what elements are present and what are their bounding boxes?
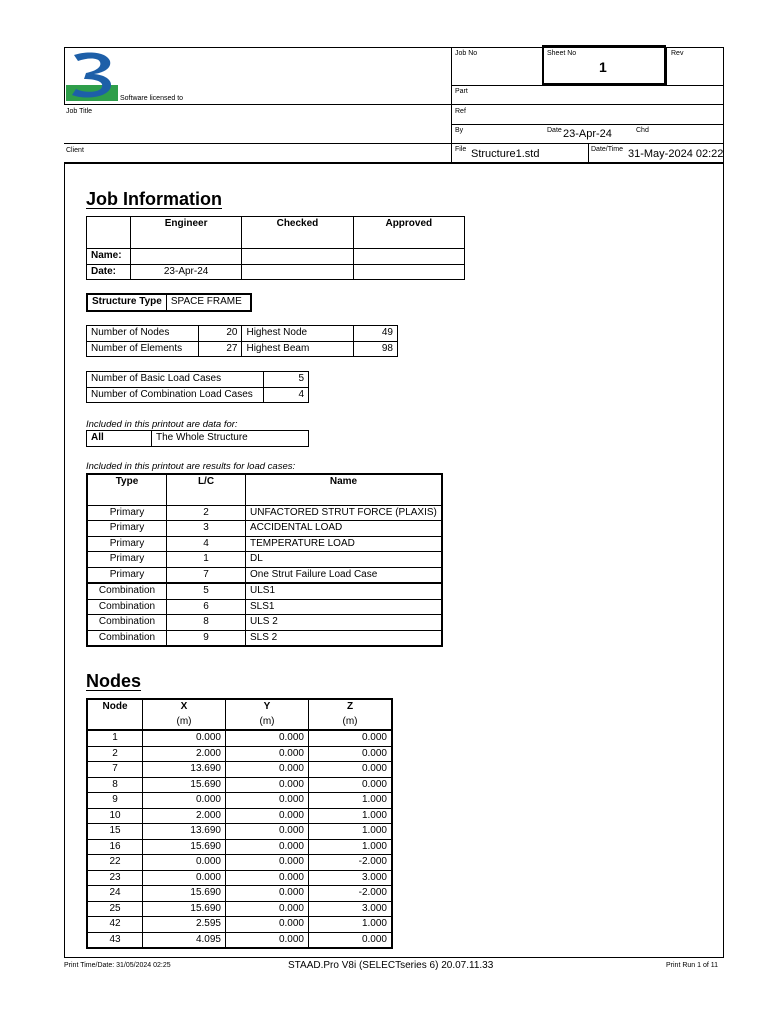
node-id-cell: 8: [87, 777, 143, 793]
node-row: [87, 808, 392, 824]
lc-number-cell: 3: [167, 521, 246, 537]
node-row: [87, 730, 392, 746]
load-case-row: [87, 583, 442, 599]
structure-type-table: [86, 293, 252, 312]
lc-number-cell: 7: [167, 567, 246, 583]
z-header: Z: [309, 699, 393, 715]
node-id-cell: 25: [87, 901, 143, 917]
lc-number-cell: 1: [167, 552, 246, 568]
node-x-cell: 15.690: [143, 839, 226, 855]
node-y-cell: 0.000: [226, 777, 309, 793]
node-z-cell: 1.000: [309, 793, 393, 809]
node-id-cell: 22: [87, 855, 143, 871]
by-label: By: [455, 127, 464, 134]
lc-type-cell: Combination: [87, 599, 167, 615]
date-row-label: Date:: [87, 264, 131, 280]
lc-name-cell: ULS 2: [246, 615, 443, 631]
lc-number-cell: 5: [167, 583, 246, 599]
node-id-cell: 10: [87, 808, 143, 824]
included-results-note: Included in this printout are results for load cases:: [86, 461, 296, 472]
sheet-no-label: Sheet No: [547, 50, 577, 57]
x-unit: (m): [143, 715, 226, 731]
x-header: X: [143, 699, 226, 715]
node-z-cell: 1.000: [309, 839, 393, 855]
name-row-label: Name:: [87, 249, 131, 265]
lc-type-cell: Combination: [87, 615, 167, 631]
node-row: [87, 855, 392, 871]
comb-lc-label: Number of Combination Load Cases: [87, 387, 264, 403]
nodes-table: [86, 698, 393, 949]
program-version: STAAD.Pro V8i (SELECTseries 6) 20.07.11.33: [288, 960, 494, 971]
load-case-row: [87, 552, 442, 568]
node-x-cell: 2.000: [143, 746, 226, 762]
basic-lc-label: Number of Basic Load Cases: [87, 372, 264, 388]
lc-name-cell: UNFACTORED STRUT FORCE (PLAXIS): [246, 505, 443, 521]
datetime-label: Date/Time: [591, 146, 624, 153]
highest-beam-value: 98: [353, 341, 397, 357]
node-row: [87, 793, 392, 809]
y-header: Y: [226, 699, 309, 715]
bentley-logo: [66, 49, 118, 101]
job-title-label: Job Title: [66, 108, 93, 115]
node-x-cell: 2.595: [143, 917, 226, 933]
node-y-cell: 0.000: [226, 746, 309, 762]
node-y-cell: 0.000: [226, 886, 309, 902]
lc-name-cell: SLS1: [246, 599, 443, 615]
node-x-cell: 0.000: [143, 855, 226, 871]
software-licensed-label: Software licensed to: [120, 95, 184, 102]
node-id-cell: 1: [87, 730, 143, 746]
y-unit: (m): [226, 715, 309, 731]
load-case-table: [86, 473, 443, 647]
num-elements-label: Number of Elements: [87, 341, 199, 357]
print-time: Print Time/Date: 31/05/2024 02:25: [64, 962, 171, 969]
node-id-cell: 43: [87, 932, 143, 948]
node-header: Node: [87, 699, 143, 715]
node-y-cell: 0.000: [226, 762, 309, 778]
node-x-cell: 15.690: [143, 901, 226, 917]
load-case-row: [87, 521, 442, 537]
node-z-cell: 1.000: [309, 917, 393, 933]
node-row: [87, 932, 392, 948]
node-y-cell: 0.000: [226, 824, 309, 840]
comb-lc-value: 4: [264, 387, 309, 403]
node-x-cell: 13.690: [143, 824, 226, 840]
node-x-cell: 4.095: [143, 932, 226, 948]
node-id-cell: 16: [87, 839, 143, 855]
node-y-cell: 0.000: [226, 730, 309, 746]
file-label: File: [455, 146, 467, 153]
highest-beam-label: Highest Beam: [242, 341, 354, 357]
load-case-row: [87, 536, 442, 552]
job-information-title: Job Information: [86, 189, 222, 209]
job-no-label: Job No: [455, 50, 478, 57]
lc-name-cell: One Strut Failure Load Case: [246, 567, 443, 583]
node-y-cell: 0.000: [226, 839, 309, 855]
z-unit: (m): [309, 715, 393, 731]
lc-name-cell: TEMPERATURE LOAD: [246, 536, 443, 552]
structure-type-label: Structure Type: [87, 294, 166, 311]
date-label: Date: [547, 127, 562, 134]
node-x-cell: 0.000: [143, 793, 226, 809]
lc-number-header: L/C: [167, 474, 246, 505]
node-row: [87, 824, 392, 840]
load-case-count-table: [86, 371, 309, 403]
lc-type-cell: Primary: [87, 521, 167, 537]
nodes-title: Nodes: [86, 671, 142, 691]
all-value: The Whole Structure: [152, 431, 309, 447]
node-x-cell: 13.690: [143, 762, 226, 778]
load-case-row: [87, 505, 442, 521]
node-y-cell: 0.000: [226, 808, 309, 824]
counts-table: [86, 325, 398, 357]
lc-number-cell: 4: [167, 536, 246, 552]
node-row: [87, 901, 392, 917]
approved-header: Approved: [353, 217, 464, 249]
load-case-row: [87, 615, 442, 631]
node-y-cell: 0.000: [226, 901, 309, 917]
lc-type-cell: Primary: [87, 567, 167, 583]
node-z-cell: 3.000: [309, 901, 393, 917]
lc-number-cell: 6: [167, 599, 246, 615]
node-row: [87, 917, 392, 933]
num-elements-value: 27: [198, 341, 242, 357]
checked-header: Checked: [242, 217, 353, 249]
lc-type-cell: Primary: [87, 536, 167, 552]
node-z-cell: 1.000: [309, 808, 393, 824]
highest-node-value: 49: [353, 326, 397, 342]
node-z-cell: 1.000: [309, 824, 393, 840]
node-x-cell: 0.000: [143, 730, 226, 746]
lc-type-cell: Combination: [87, 630, 167, 646]
node-z-cell: -2.000: [309, 855, 393, 871]
included-data-table: [86, 430, 309, 447]
node-row: [87, 762, 392, 778]
load-case-row: [87, 567, 442, 583]
print-run: Print Run 1 of 11: [666, 962, 719, 969]
lc-type-header: Type: [87, 474, 167, 505]
lc-type-cell: Primary: [87, 505, 167, 521]
lc-name-header: Name: [246, 474, 443, 505]
date-value: 23-Apr-24: [563, 128, 612, 140]
node-id-cell: 9: [87, 793, 143, 809]
node-x-cell: 0.000: [143, 870, 226, 886]
num-nodes-label: Number of Nodes: [87, 326, 199, 342]
engineer-header: Engineer: [130, 217, 241, 249]
node-x-cell: 15.690: [143, 886, 226, 902]
structure-type-value: SPACE FRAME: [166, 294, 250, 311]
part-label: Part: [455, 88, 468, 95]
node-id-cell: 2: [87, 746, 143, 762]
node-z-cell: -2.000: [309, 886, 393, 902]
lc-type-cell: Combination: [87, 583, 167, 599]
node-y-cell: 0.000: [226, 917, 309, 933]
num-nodes-value: 20: [198, 326, 242, 342]
lc-name-cell: DL: [246, 552, 443, 568]
node-x-cell: 15.690: [143, 777, 226, 793]
included-data-note: Included in this printout are data for:: [86, 419, 238, 430]
lc-name-cell: ULS1: [246, 583, 443, 599]
node-id-cell: 24: [87, 886, 143, 902]
ref-label: Ref: [455, 108, 466, 115]
node-row: [87, 870, 392, 886]
node-row: [87, 886, 392, 902]
datetime-value: 31-May-2024 02:22: [628, 148, 724, 160]
highest-node-label: Highest Node: [242, 326, 354, 342]
node-y-cell: 0.000: [226, 793, 309, 809]
sheet-no-value: 1: [599, 59, 607, 75]
client-label: Client: [66, 147, 84, 154]
rev-label: Rev: [671, 50, 684, 57]
node-y-cell: 0.000: [226, 855, 309, 871]
node-row: [87, 839, 392, 855]
node-id-cell: 7: [87, 762, 143, 778]
file-value: Structure1.std: [471, 148, 540, 160]
lc-type-cell: Primary: [87, 552, 167, 568]
node-z-cell: 0.000: [309, 762, 393, 778]
chd-label: Chd: [636, 127, 649, 134]
node-z-cell: 0.000: [309, 746, 393, 762]
node-z-cell: 0.000: [309, 730, 393, 746]
node-x-cell: 2.000: [143, 808, 226, 824]
approval-table: [86, 216, 465, 280]
node-z-cell: 0.000: [309, 777, 393, 793]
node-id-cell: 15: [87, 824, 143, 840]
all-label: All: [87, 431, 152, 447]
node-id-cell: 42: [87, 917, 143, 933]
basic-lc-value: 5: [264, 372, 309, 388]
load-case-row: [87, 599, 442, 615]
lc-number-cell: 8: [167, 615, 246, 631]
node-z-cell: 3.000: [309, 870, 393, 886]
lc-name-cell: ACCIDENTAL LOAD: [246, 521, 443, 537]
node-id-cell: 23: [87, 870, 143, 886]
node-y-cell: 0.000: [226, 932, 309, 948]
load-case-row: [87, 630, 442, 646]
node-y-cell: 0.000: [226, 870, 309, 886]
engineer-date: 23-Apr-24: [130, 264, 241, 280]
lc-number-cell: 2: [167, 505, 246, 521]
node-row: [87, 746, 392, 762]
node-z-cell: 0.000: [309, 932, 393, 948]
lc-number-cell: 9: [167, 630, 246, 646]
node-row: [87, 777, 392, 793]
lc-name-cell: SLS 2: [246, 630, 443, 646]
